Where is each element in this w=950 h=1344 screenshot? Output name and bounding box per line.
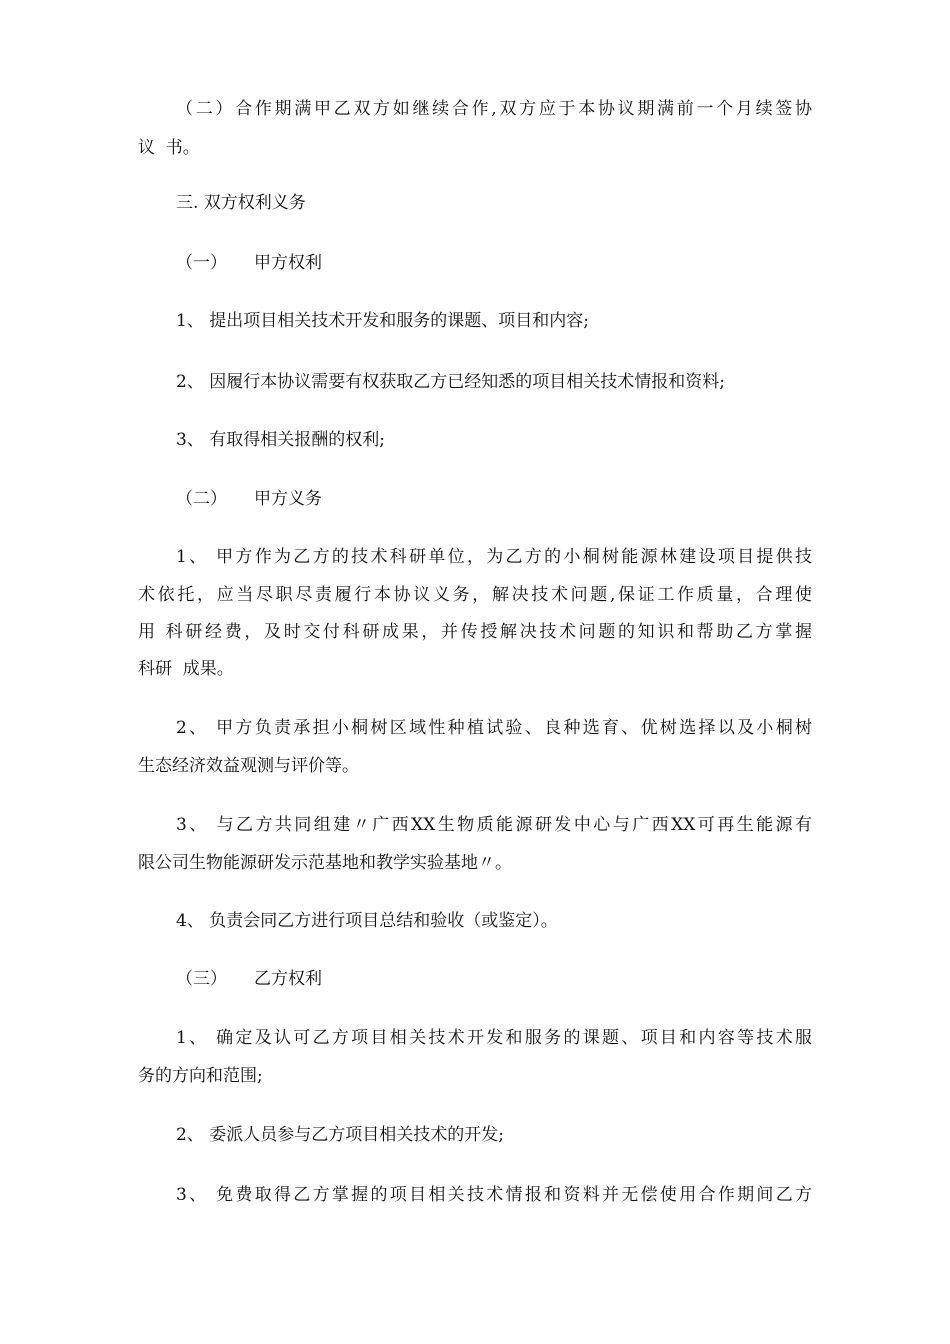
list-item: 3、 有取得相关报酬的权利; — [176, 430, 385, 450]
subsection-heading: （三） 乙方权利 — [176, 969, 323, 989]
list-item: 2、 因履行本协议需要有权获取乙方已经知悉的项目相关技术情报和资料; — [176, 372, 725, 392]
paragraph-line: 科研 成果。 — [138, 659, 234, 679]
subsection-heading: （二） 甲方义务 — [176, 489, 323, 509]
paragraph-line: 限公司生物能源研发示范基地和教学实验基地〃。 — [138, 853, 512, 873]
paragraph-line: 3、 免费取得乙方掌握的项目相关技术情报和资料并无偿使用合作期间乙方 — [176, 1185, 812, 1205]
paragraph-line: 术依托，应当尽职尽责履行本协议义务，解决技术问题,保证工作质量，合理使 — [138, 585, 812, 605]
paragraph-line: 生态经济效益观测与评价等。 — [138, 756, 359, 776]
paragraph-line: 3、 与乙方共同组建〃广西XX生物质能源研发中心与广西XX可再生能源有 — [176, 815, 812, 835]
paragraph-line: 2、 甲方负责承担小桐树区域性种植试验、良种选育、优树选择以及小桐树 — [176, 718, 812, 738]
paragraph-line: 用 科研经费，及时交付科研成果，并传授解决技术问题的知识和帮助乙方掌握 — [138, 622, 812, 642]
list-item: 1、 提出项目相关技术开发和服务的课题、项目和内容; — [176, 311, 589, 331]
subsection-heading: （一） 甲方权利 — [176, 253, 323, 273]
paragraph-line: 务的方向和范围; — [138, 1066, 263, 1086]
list-item: 4、 负责会同乙方进行项目总结和验收（或鉴定）。 — [176, 911, 558, 931]
section-heading: 三. 双方权利义务 — [176, 193, 306, 213]
paragraph-line: （二）合作期满甲乙双方如继续合作,双方应于本协议期满前一个月续签协 — [176, 99, 812, 119]
list-item: 2、 委派人员参与乙方项目相关技术的开发; — [176, 1125, 504, 1145]
paragraph-line: 议 书。 — [138, 138, 200, 158]
paragraph-line: 1、 甲方作为乙方的技术科研单位，为乙方的小桐树能源林建设项目提供技 — [176, 547, 812, 567]
paragraph-line: 1、 确定及认可乙方项目相关技术开发和服务的课题、项目和内容等技术服 — [176, 1028, 812, 1048]
